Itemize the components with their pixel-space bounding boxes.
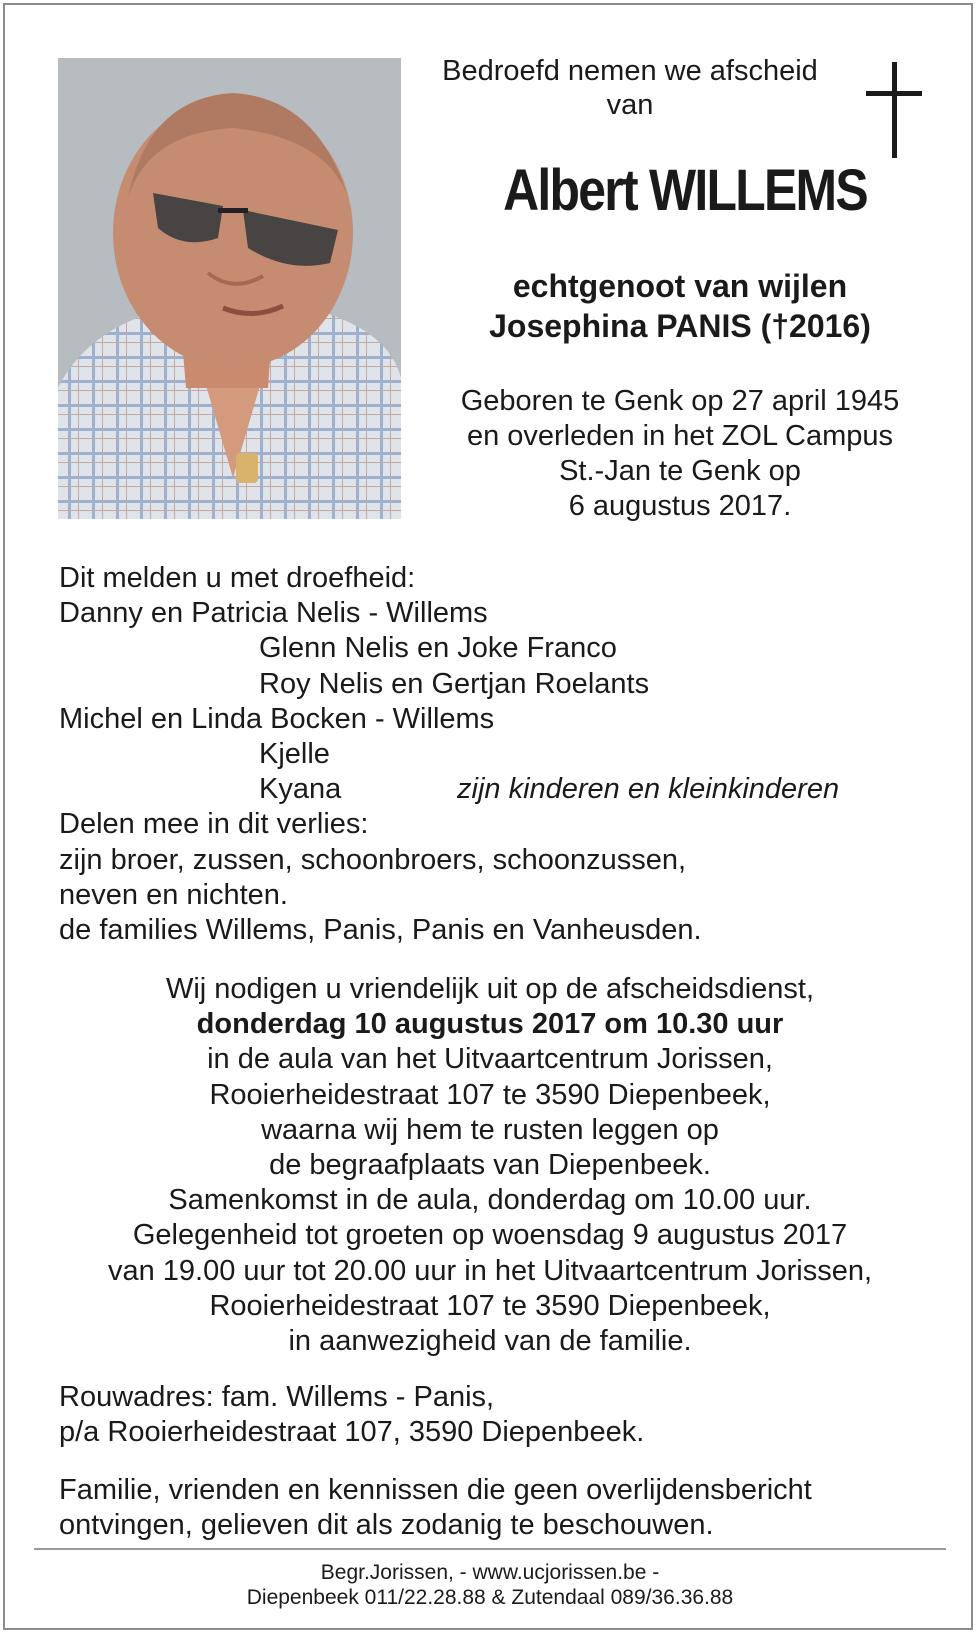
family-italic-note: zijn kinderen en kleinkinderen bbox=[457, 773, 840, 806]
address-line: p/a Rooierheidestraat 107, 3590 Diepenbeek. bbox=[59, 1416, 645, 1448]
portrait-photo bbox=[58, 58, 401, 519]
service-line: Rooierheidestraat 107 te 3590 Diepenbeek, bbox=[209, 1078, 771, 1111]
service-date: donderdag 10 augustus 2017 om 10.30 uur bbox=[196, 1008, 784, 1041]
portrait-illustration bbox=[58, 58, 401, 519]
footer-line: Diepenbeek 011/22.28.88 & Zutendaal 089/36.36.88 bbox=[246, 1586, 734, 1609]
birth-death-info bbox=[420, 384, 940, 524]
family-line: Glenn Nelis en Joke Franco bbox=[259, 632, 617, 665]
intro-text bbox=[410, 54, 850, 122]
service-line: waarna wij hem te rusten leggen op bbox=[261, 1113, 719, 1146]
born-line: Geboren te Genk op 27 april 1945 bbox=[460, 385, 900, 417]
service-line: de begraafplaats van Diepenbeek. bbox=[269, 1149, 711, 1182]
service-line: Gelegenheid tot groeten op woensdag 9 augustus 2017 bbox=[132, 1219, 848, 1252]
family-line: neven en nichten. bbox=[59, 878, 288, 911]
family-line: zijn broer, zussen, schoonbroers, schoonzussen, bbox=[59, 843, 687, 876]
family-line: Roy Nelis en Gertjan Roelants bbox=[259, 667, 650, 700]
family-line: Dit melden u met droefheid: bbox=[59, 562, 416, 594]
cross-vertical bbox=[892, 62, 897, 158]
family-line: Danny en Patricia Nelis - Willems bbox=[59, 597, 488, 630]
footer-line: Begr.Jorissen, - www.ucjorissen.be - bbox=[320, 1561, 660, 1584]
spouse-line: echtgenoot van wijlen bbox=[512, 268, 848, 304]
family-line: Kjelle bbox=[259, 737, 330, 770]
mourning-address bbox=[59, 1380, 939, 1450]
service-line: Samenkomst in de aula, donderdag om 10.00 uur. bbox=[168, 1184, 812, 1217]
intro-line: Bedroefd nemen we afscheid bbox=[442, 55, 818, 87]
family-line: de families Willems, Panis, Panis en Vanheusden. bbox=[59, 913, 702, 946]
born-line: en overleden in het ZOL Campus bbox=[466, 420, 894, 452]
funeral-home-footer bbox=[40, 1560, 940, 1610]
service-line: in de aula van het Uitvaartcentrum Jorissen, bbox=[207, 1043, 773, 1076]
service-line: Rooierheidestraat 107 te 3590 Diepenbeek, bbox=[209, 1289, 771, 1322]
address-line: Rouwadres: fam. Willems - Panis, bbox=[59, 1381, 495, 1413]
family-line: Delen mee in dit verlies: bbox=[59, 808, 369, 841]
deceased-name: Albert WILLEMS bbox=[503, 158, 867, 223]
spouse-info bbox=[420, 266, 940, 346]
footer-divider bbox=[34, 1548, 946, 1550]
family-line-with-note bbox=[59, 772, 939, 807]
note-line: ontvingen, gelieven dit als zodanig te beschouwen. bbox=[59, 1509, 714, 1541]
cross-horizontal bbox=[866, 91, 922, 96]
family-grandchild: Kyana bbox=[259, 773, 342, 806]
intro-line: van bbox=[606, 89, 654, 121]
service-line: Wij nodigen u vriendelijk uit op de afscheidsdienst, bbox=[165, 973, 815, 1005]
note-line: Familie, vrienden en kennissen die geen overlijdensbericht bbox=[59, 1474, 812, 1506]
spouse-line: Josephina PANIS (†2016) bbox=[489, 308, 871, 344]
born-line: St.-Jan te Genk op bbox=[559, 455, 801, 487]
family-line: Michel en Linda Bocken - Willems bbox=[59, 702, 495, 735]
cross-icon bbox=[864, 62, 924, 162]
service-line: in aanwezigheid van de familie. bbox=[288, 1325, 692, 1358]
closing-note bbox=[59, 1473, 939, 1543]
service-line: van 19.00 uur tot 20.00 uur in het Uitvaartcentrum Jorissen, bbox=[107, 1254, 873, 1287]
family-list bbox=[59, 561, 939, 948]
service-details bbox=[20, 972, 960, 1359]
born-line: 6 augustus 2017. bbox=[568, 490, 792, 522]
